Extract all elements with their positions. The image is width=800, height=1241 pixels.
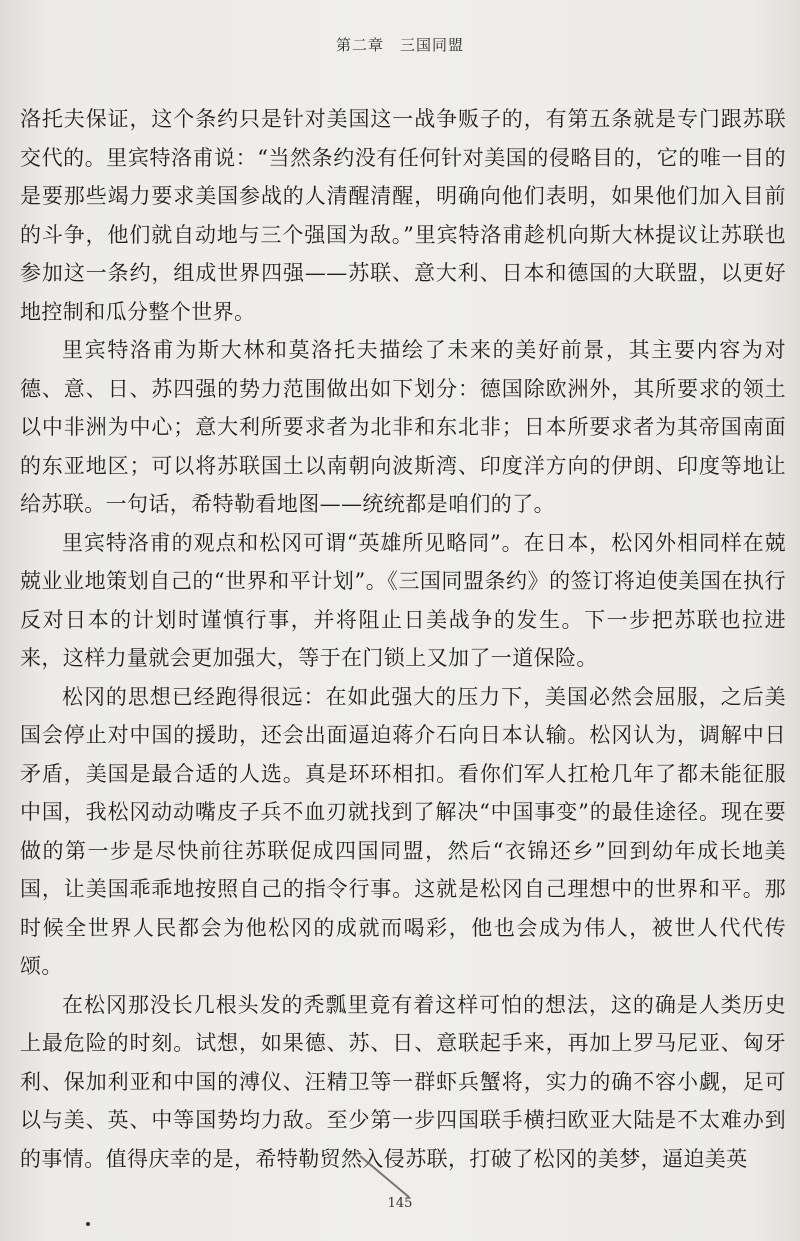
paragraph: 洛托夫保证，这个条约只是针对美国这一战争贩子的，有第五条就是专门跟苏联交代的。里宾特洛甫说：“当然条约没有任何针对美国的侵略目的，它的唯一目的是要那些竭力要求美国参战的人清醒清醒，明确向他们表明，如果他们加入目前的斗争，他们就自动地与三个强国为敌。”里宾特洛甫趁机向斯大林提议让苏联也参加这一条约，组成世界四强——苏联、意大利、日本和德国的大联盟，以更好地控制和瓜分整个世界。 [20, 107, 786, 324]
page-number: 145 [387, 1196, 413, 1211]
paragraph: 里宾特洛甫的观点和松冈可谓“英雄所见略同”。在日本，松冈外相同样在兢兢业业地策划自己的“世界和平计划”。《三国同盟条约》的签订将迫使美国在执行反对日本的计划时谨慎行事，并将阻止日美战争的发生。下一步把苏联也拉进来，这样力量就会更加强大，等于在门锁上又加了一道保险。 [20, 530, 786, 670]
paragraph: 里宾特洛甫为斯大林和莫洛托夫描绘了未来的美好前景，其主要内容为对德、意、日、苏四强的势力范围做出如下划分：德国除欧洲外，其所要求的领土以中非洲为中心；意大利所要求者为北非和东北非；日本所要求者为其帝国南面的东亚地区；可以将苏联国土以南朝向波斯湾、印度洋方向的伊朗、印度等地让给苏联。一句话，希特勒看地图——统统都是咱们的了。 [20, 338, 786, 516]
paragraph: 松冈的思想已经跑得很远：在如此强大的压力下，美国必然会屈服，之后美国会停止对中国的援助，还会出面逼迫蒋介石向日本认输。松冈认为，调解中日矛盾，美国是最合适的人选。真是环环相扣。看你们军人扛枪几年了都未能征服中国，我松冈动动嘴皮子兵不血刃就找到了解决“中国事变”的最佳途径。现在要做的第一步是尽快前往苏联促成四国同盟，然后“衣锦还乡”回到幼年成长地美国，让美国乖乖地按照自己的指令行事。这就是松冈自己理想中的世界和平。那时候全世界人民都会为他松冈的成就而喝彩，他也会成为伟人，被世人代代传颂。 [20, 684, 786, 978]
ink-speck [86, 1222, 90, 1226]
paragraph: 在松冈那没长几根头发的秃瓢里竟有着这样可怕的想法，这的确是人类历史上最危险的时刻。试想，如果德、苏、日、意联起手来，再加上罗马尼亚、匈牙利、保加利亚和中国的溥仪、汪精卫等一群虾兵蟹将，实力的确不容小觑，足可以与美、英、中等国势均力敌。至少第一步四国联手横扫欧亚大陆是不太难办到的事情。值得庆幸的是，希特勒贸然入侵苏联，打破了松冈的美梦，逼迫美英 [20, 992, 786, 1171]
running-head: 第二章 三国同盟 [335, 36, 464, 54]
body-text [20, 100, 786, 1178]
